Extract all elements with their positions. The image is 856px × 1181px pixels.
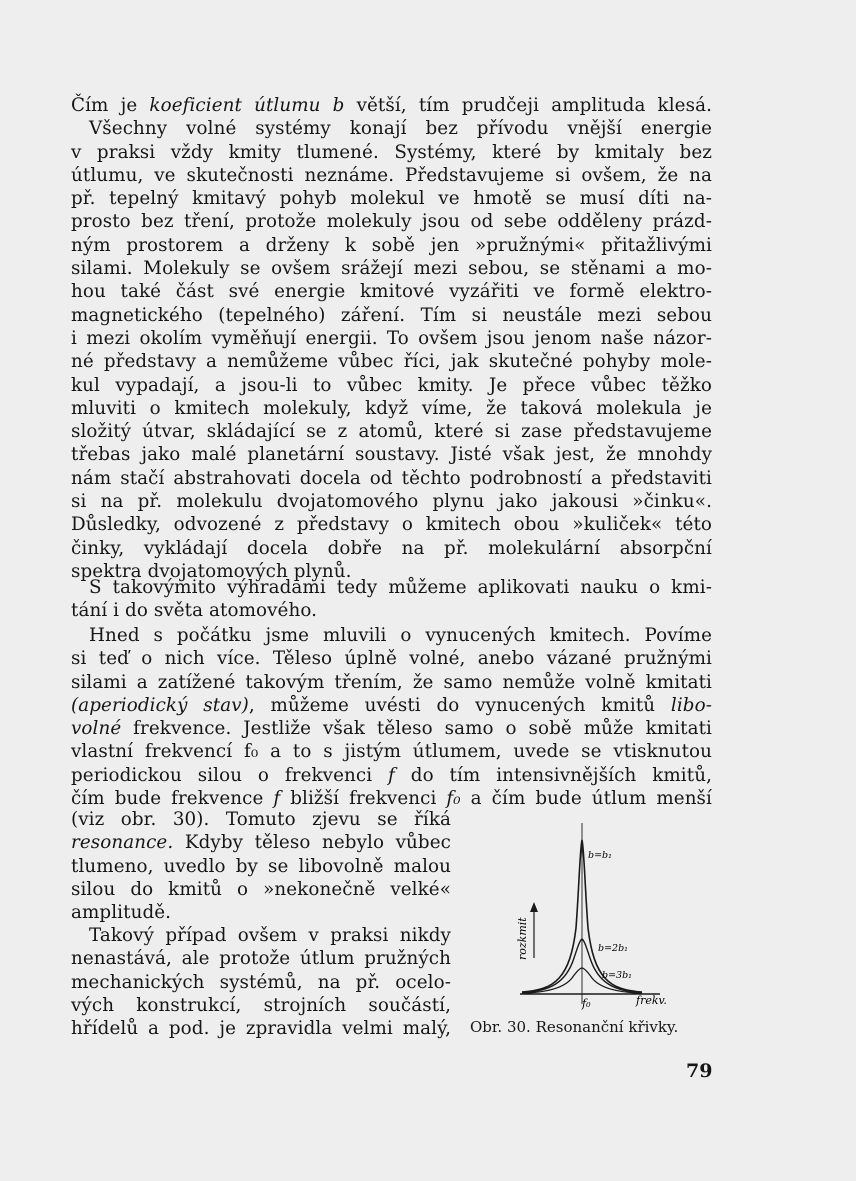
text-line: prosto bez tření, protože molekuly jsou od sebe odděleny prázd- xyxy=(71,211,712,233)
resonance-curves-figure xyxy=(500,818,730,1038)
text-line xyxy=(71,787,712,810)
italic-symbol: f xyxy=(273,788,281,810)
paragraph-damping xyxy=(71,94,712,583)
paragraph-atomic xyxy=(71,576,712,623)
text-span: do tím intensivnějších kmitů, xyxy=(394,764,712,786)
text-line: Takový případ ovšem v praksi nikdy xyxy=(89,925,451,946)
text-line: Všechny volné systémy konají bez přívodu vnější energie xyxy=(89,118,712,140)
text-line xyxy=(71,717,712,740)
text-line: tlumeno, uvedlo by se libovolně malou xyxy=(71,855,451,877)
text-span: a čím bude útlum menší xyxy=(460,788,712,810)
text-line: vlastní frekvencí f₀ a to s jistým útlumem, uvede se vtisknutou xyxy=(71,741,712,763)
text-line: hřídelů a pod. je zpravidla velmi malý, xyxy=(71,1018,451,1040)
text-line: si teď o nich více. Těleso úplně volné, anebo vázané pružnými xyxy=(71,648,712,670)
text-span: , můžeme uvésti do vynucených kmitů xyxy=(248,694,671,716)
text-line: v praksi vždy kmity tlumené. Systémy, které by kmitaly bez xyxy=(71,141,712,163)
text-line: né představy a nemůžeme vůbec říci, jak skutečné pohyby mole- xyxy=(71,351,712,373)
text-line: silami a zatížené takovým třením, že samo nemůže volně kmitati xyxy=(71,671,712,693)
curve3-label: b=3b₁ xyxy=(602,970,632,981)
text-line: mluviti o kmitech molekuly, když víme, že taková molekula je xyxy=(71,397,712,419)
paragraph-forced-oscillations xyxy=(71,624,712,810)
text-line: (viz obr. 30). Tomuto zjevu se říká xyxy=(71,809,451,830)
text-line: nenastává, ale protože útlum pružných xyxy=(71,948,451,970)
text-span: větší, tím prudčeji amplituda klesá. xyxy=(344,95,712,116)
italic-term: koeficient útlumu b xyxy=(149,95,345,116)
text-span: Čím je xyxy=(71,95,150,116)
text-line: ným prostorem a drženy k sobě jen »pružnými« přitažlivými xyxy=(71,234,712,256)
text-span: bližší frekvenci xyxy=(280,788,447,810)
text-span: Kdyby těleso nebylo vůbec xyxy=(173,832,451,854)
text-line: př. tepelný kmitavý pohyb molekul ve hmotě se musí díti na- xyxy=(71,188,712,210)
text-line: činky, vykládají docela dobře na př. molekulární absorpční xyxy=(71,537,712,559)
text-line: tání i do světa atomového. xyxy=(71,600,318,622)
paragraph-resonance xyxy=(71,808,451,924)
text-line: silou do kmitů o »nekonečně velké« xyxy=(71,878,451,900)
text-line: nám stačí abstrahovati docela od těchto podrobností a představiti xyxy=(71,467,712,489)
text-span: frekvence. Jestliže však těleso samo o sobě může kmitati xyxy=(121,718,712,740)
text-line: silami. Molekuly se ovšem srážejí mezi sebou, se stěnami a mo- xyxy=(71,258,712,280)
text-line: amplitudě. xyxy=(71,902,172,924)
text-line: si na př. molekulu dvojatomového plynu jako jakousi »činku«. xyxy=(71,491,712,513)
italic-symbol: f xyxy=(388,764,395,786)
text-line: spektra dvojatomových plynů. xyxy=(71,560,352,582)
curve1-label: b=b₁ xyxy=(588,850,612,861)
text-line: útlumu, ve skutečnosti neznáme. Představujeme si ovšem, že na xyxy=(71,164,712,186)
text-line: hou také část své energie kmitové vyzářiti ve formě elektro- xyxy=(71,281,712,303)
italic-term: libo- xyxy=(670,694,712,716)
y-arrow-head xyxy=(530,902,538,912)
text-line xyxy=(71,831,451,854)
text-line: složitý útvar, skládající se z atomů, které si zase představujeme xyxy=(71,421,712,443)
text-line: S takovýmito výhradami tedy můžeme aplikovati nauku o kmi- xyxy=(89,577,712,598)
figure-caption: Obr. 30. Resonanční křivky. xyxy=(470,1018,679,1036)
text-line: třebas jako malé planetární soustavy. Jisté však jest, že mnohdy xyxy=(71,444,712,466)
text-span: čím bude frekvence xyxy=(71,788,274,810)
text-line: Hned s počátku jsme mluvili o vynucených kmitech. Povíme xyxy=(89,625,712,646)
text-line: magnetického (tepelného) záření. Tím si neustále mezi sebou xyxy=(71,304,712,326)
text-line: Důsledky, odvozené z představy o kmitech obou »kuliček« této xyxy=(71,514,712,536)
text-line: kul vypadají, a jsou-li to vůbec kmity. Je přece vůbec těžko xyxy=(71,374,712,396)
italic-term: (aperiodický stav) xyxy=(71,694,249,716)
text-line: mechanických systémů, na př. ocelo- xyxy=(71,971,451,993)
paragraph-practice xyxy=(71,924,451,1040)
text-line xyxy=(71,764,712,787)
x-axis-label: frekv. xyxy=(636,994,667,1007)
text-line xyxy=(71,94,712,117)
italic-term: resonance. xyxy=(71,832,174,854)
italic-term: volné xyxy=(71,718,122,740)
curve2-label: b=2b₁ xyxy=(598,943,628,954)
f0-label: f₀ xyxy=(582,997,591,1010)
text-line xyxy=(71,694,712,717)
y-axis-label: rozkmit xyxy=(516,917,529,960)
italic-symbol: f₀ xyxy=(446,788,461,810)
text-span: periodickou silou o frekvenci xyxy=(71,764,389,786)
text-line: i mezi okolím vyměňují energii. To ovšem jsou jenom naše názor- xyxy=(71,327,712,349)
text-line: vých konstrukcí, strojních součástí, xyxy=(71,994,451,1016)
page-number: 79 xyxy=(686,1060,713,1082)
